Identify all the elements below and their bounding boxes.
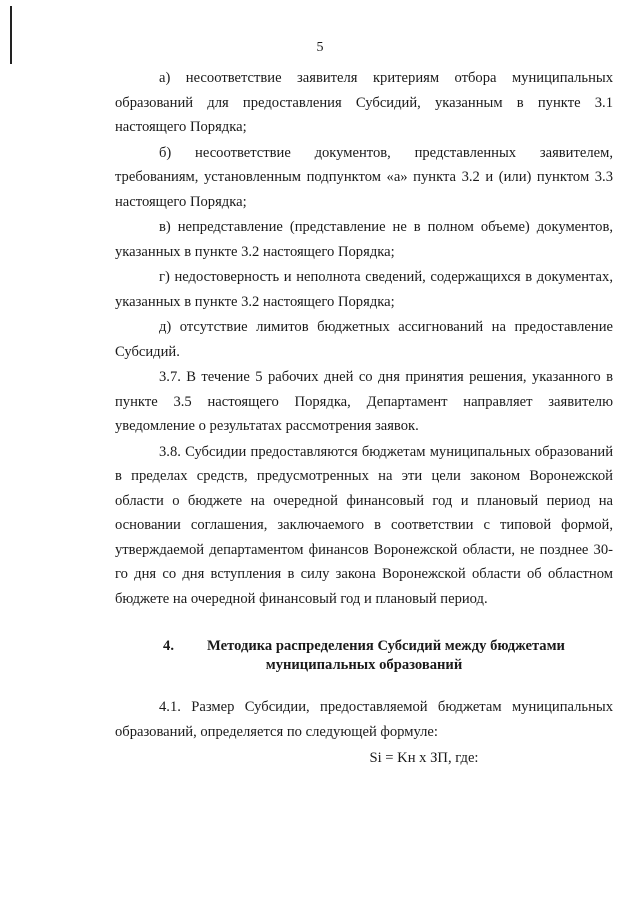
paragraph-a: а) несоответствие заявителя критериям отбора муниципальных образований для предоставления Субсидий, указанным в пункте 3.1 настоящего Порядка; bbox=[115, 70, 613, 135]
formula: Si = Kн х ЗП, где: bbox=[369, 750, 479, 766]
paragraph-g: г) недостоверность и неполнота сведений, содержащихся в документах, указанных в пункте 3.2 настоящего Порядка; bbox=[115, 269, 613, 310]
section-number: 4. bbox=[163, 638, 174, 654]
paragraph-3-8: 3.8. Субсидии предоставляются бюджетам муниципальных образований в пределах средств, предусмотренных на эти цели законом Воронежской области о бюджете на очередной финансовый год и плановый период на основании соглашения, заключаемого в соответствии с типовой формой, утверждаемой департаментом финансов Воронежской области, не позднее 30-го дня со дня вступления в силу закона Воронежской области об областном бюджете на очередной финансовый год и плановый период. bbox=[115, 443, 613, 607]
paragraph-d: д) отсутствие лимитов бюджетных ассигнований на предоставление Субсидий. bbox=[115, 319, 613, 360]
paragraph-3-7: 3.7. В течение 5 рабочих дней со дня принятия решения, указанного в пункте 3.5 настоящего Порядка, Департамент направляет заявителю уведомление о результатах рассмотрения заявок. bbox=[115, 369, 613, 434]
paragraph-4-1: 4.1. Размер Субсидии, предоставляемой бюджетам муниципальных образований, определяется по следующей формуле: bbox=[115, 699, 613, 740]
paragraph-b: б) несоответствие документов, представленных заявителем, требованиям, установленным подпунктом «а» пункта 3.2 и (или) пунктом 3.3 настоящего Порядка; bbox=[115, 144, 613, 210]
document-body bbox=[115, 66, 613, 771]
section-title-line2: муниципальных образований bbox=[265, 657, 463, 673]
page-number: 5 bbox=[316, 40, 324, 55]
section-heading bbox=[115, 637, 613, 675]
paragraph-v: в) непредставление (представление не в полном объеме) документов, указанных в пункте 3.2 настоящего Порядка; bbox=[115, 219, 613, 260]
section-title-line1: Методика распределения Субсидий между бюджетами bbox=[207, 638, 565, 654]
